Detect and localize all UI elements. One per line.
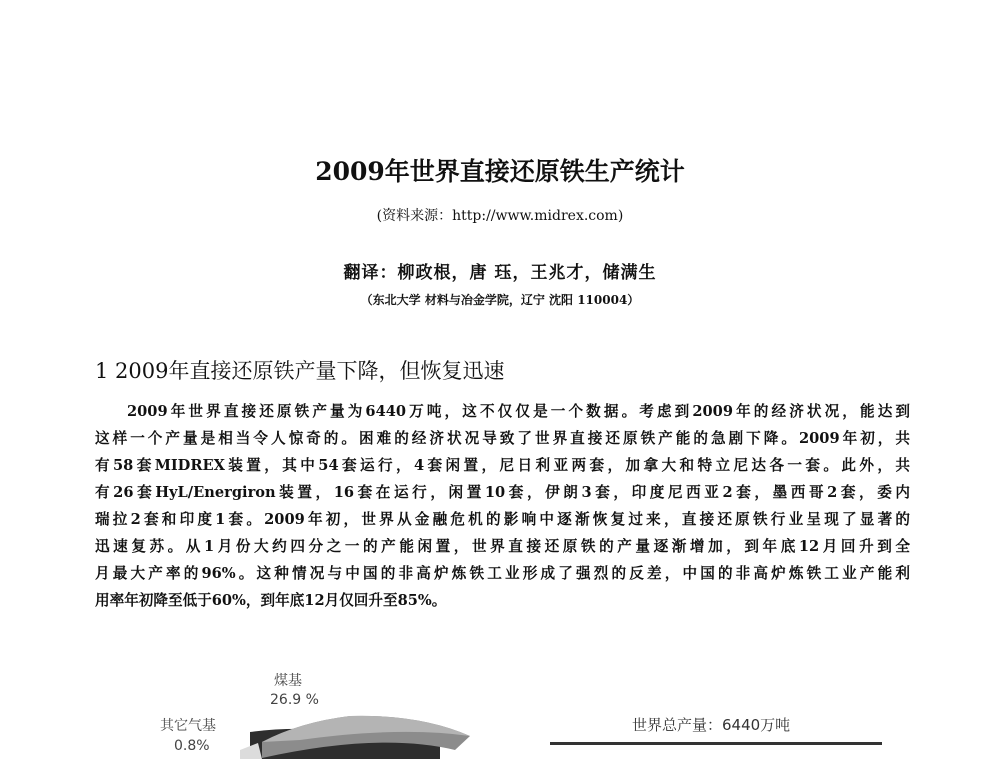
paragraph-line: 月最大产率的96%。这种情况与中国的非高炉炼铁工业形成了强烈的反差，中国的非高炉炼铁工业产能利 [95, 565, 910, 582]
slice-label-other-gas: 其它气基 [160, 718, 216, 734]
translators: 翻译：柳政根，唐 珏，王兆才，储满生 [343, 263, 657, 283]
body-paragraph [95, 398, 910, 614]
chart-title-underline [550, 742, 882, 745]
paper-title: 2009年世界直接还原铁生产统计 [315, 157, 685, 186]
slice-label-coal: 煤基 [274, 673, 302, 689]
paragraph-line: 迅速复苏。从1月份大约四分之一的产能闲置，世界直接还原铁的产量逐渐增加，到年底12月回升到全 [95, 538, 910, 555]
section-heading: 1 2009年直接还原铁产量下降，但恢复迅速 [95, 359, 505, 383]
paragraph-line: 这样一个产量是相当令人惊奇的。困难的经济状况导致了世界直接还原铁产能的急剧下降。2009年初，共 [95, 430, 910, 447]
paragraph-line: 用率年初降至低于60%，到年底12月仅回升至85%。 [95, 592, 447, 609]
affiliation: （东北大学 材料与冶金学院，辽宁 沈阳 110004） [360, 293, 640, 307]
paragraph-line: 有58套MIDREX装置，其中54套运行，4套闲置，尼日利亚两套，加拿大和特立尼达各一套。此外，共 [95, 457, 910, 474]
paragraph-line: 瑞拉2套和印度1套。2009年初，世界从金融危机的影响中逐渐恢复过来，直接还原铁行业呈现了显著的 [95, 511, 910, 528]
paragraph-line: 有26套HyL/Energiron装置，16套在运行，闲置10套，伊朗3套，印度尼西亚2套，墨西哥2套，委内 [95, 484, 910, 501]
chart-title: 世界总产量：6440万吨 [632, 716, 791, 734]
slice-value-coal: 26.9 % [270, 692, 319, 708]
production-pie-figure [0, 640, 1000, 759]
paragraph-line: 2009年世界直接还原铁产量为6440万吨，这不仅仅是一个数据。考虑到2009年的经济状况，能达到 [127, 403, 910, 420]
source-note: (资料来源：http://www.midrex.com) [376, 208, 624, 224]
slice-value-other-gas: 0.8% [174, 738, 210, 754]
